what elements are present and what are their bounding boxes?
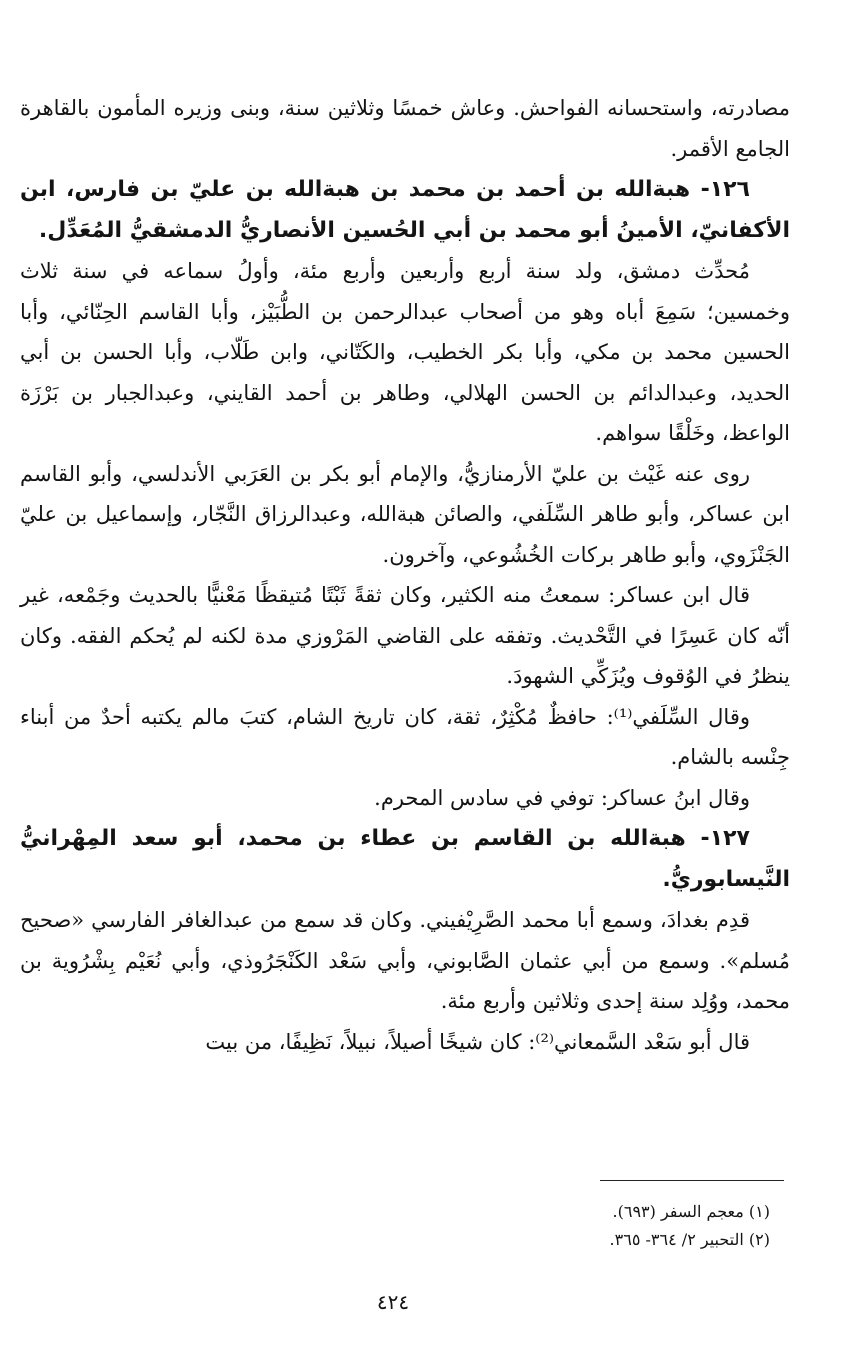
- footnote-1: (١) معجم السفر (٦٩٣).: [612, 1202, 770, 1221]
- footnote-divider: [600, 1180, 784, 1181]
- page-number: ٤٢٤: [376, 1290, 410, 1314]
- paragraph: روى عنه غَيْث بن عليّ الأرمنازيُّ، والإمام أبو بكر بن العَرَبي الأندلسي، وأبو القاسم ابن عساكر، وأبو طاهر السِّلَفي، والصائن هبةالله، وعبدالرزاق النَّجّار، وإسماعيل بن عليّ الجَنْزَوي، وأبو طاهر بركات الخُشُوعي، وآخرون.: [20, 461, 790, 567]
- paragraph: مُحدِّث دمشق، ولد سنة أربع وأربعين وأربع مئة، وأولُ سماعه في سنة ثلاث وخمسين؛ سَمِعَ أباه وهو من أصحاب عبدالرحمن بن الطُّبَيْز، وأبا القاسم الحِنّائي، وأبا الحسين محمد بن مكي، وأبا بكر الخطيب، والكَتّاني، وابن طَلّاب، وأبا الحسن بن أبي الحديد، وعبدالدائم بن الحسن الهلالي، وطاهر بن أحمد القايني، وعبدالجبار بن بَرْزَة الواعظ، وخَلْقًا سواهم.: [20, 259, 790, 445]
- footnote-2: (٢) التحبير ٢/ ٣٦٤- ٣٦٥.: [609, 1230, 770, 1249]
- paragraph: قدِم بغدادَ، وسمع أبا محمد الصَّرِيْفيني. وكان قد سمع من عبدالغافر الفارسي «صحيح مُسلم». وسمع من أبي عثمان الصَّابوني، وأبي سَعْد الكَنْجَرُوذي، وأبي نُعَيْم بِشْرُوية بن محمد، ووُلِد سنة إحدى وثلاثين وأربع مئة.: [20, 908, 790, 1013]
- paragraph: وقال ابنُ عساكر: توفي في سادس المحرم.: [374, 785, 750, 810]
- paragraph: وقال السِّلَفي⁽¹⁾: حافظٌ مُكْثِرٌ، ثقة، كان تاريخ الشام، كتبَ مالم يكتبه أحدٌ من أبناء جِنْسه بالشام.: [20, 704, 790, 769]
- entry-heading-127: ١٢٧- هبةالله بن القاسم بن عطاء بن محمد، أبو سعد المِهْرانيُّ النَّيسابوريُّ.: [20, 826, 790, 892]
- entry-heading-126: ١٢٦- هبةالله بن أحمد بن محمد بن هبةالله بن عليّ بن فارس، ابن الأكفانيّ، الأمينُ أبو محمد بن أبي الحُسين الأنصاريُّ الدمشقيُّ المُعَدِّل.: [20, 177, 790, 243]
- page-body: [20, 88, 790, 1062]
- footnotes: [300, 1198, 770, 1254]
- paragraph: قال أبو سَعْد السَّمعاني⁽²⁾: كان شيخًا أصيلاً، نبيلاً، نَظِيفًا، من بيت: [205, 1029, 750, 1054]
- paragraph: مصادرته، واستحسانه الفواحش. وعاش خمسًا وثلاثين سنة، وبنى وزيره المأمون بالقاهرة الجامع الأقمر.: [20, 96, 790, 161]
- paragraph: قال ابن عساكر: سمعتُ منه الكثير، وكان ثقةً ثَبْتًا مُتيقظًا مَعْنيًّا بالحديث وجَمْعه، غير أنّه كان عَسِرًا في التَّحْديث. وتفقه على القاضي المَرْوزي مدة لكنه لم يُحكم الفقه. وكان ينظرُ في الوُقوف ويُزَكِّي الشهودَ.: [20, 583, 790, 688]
